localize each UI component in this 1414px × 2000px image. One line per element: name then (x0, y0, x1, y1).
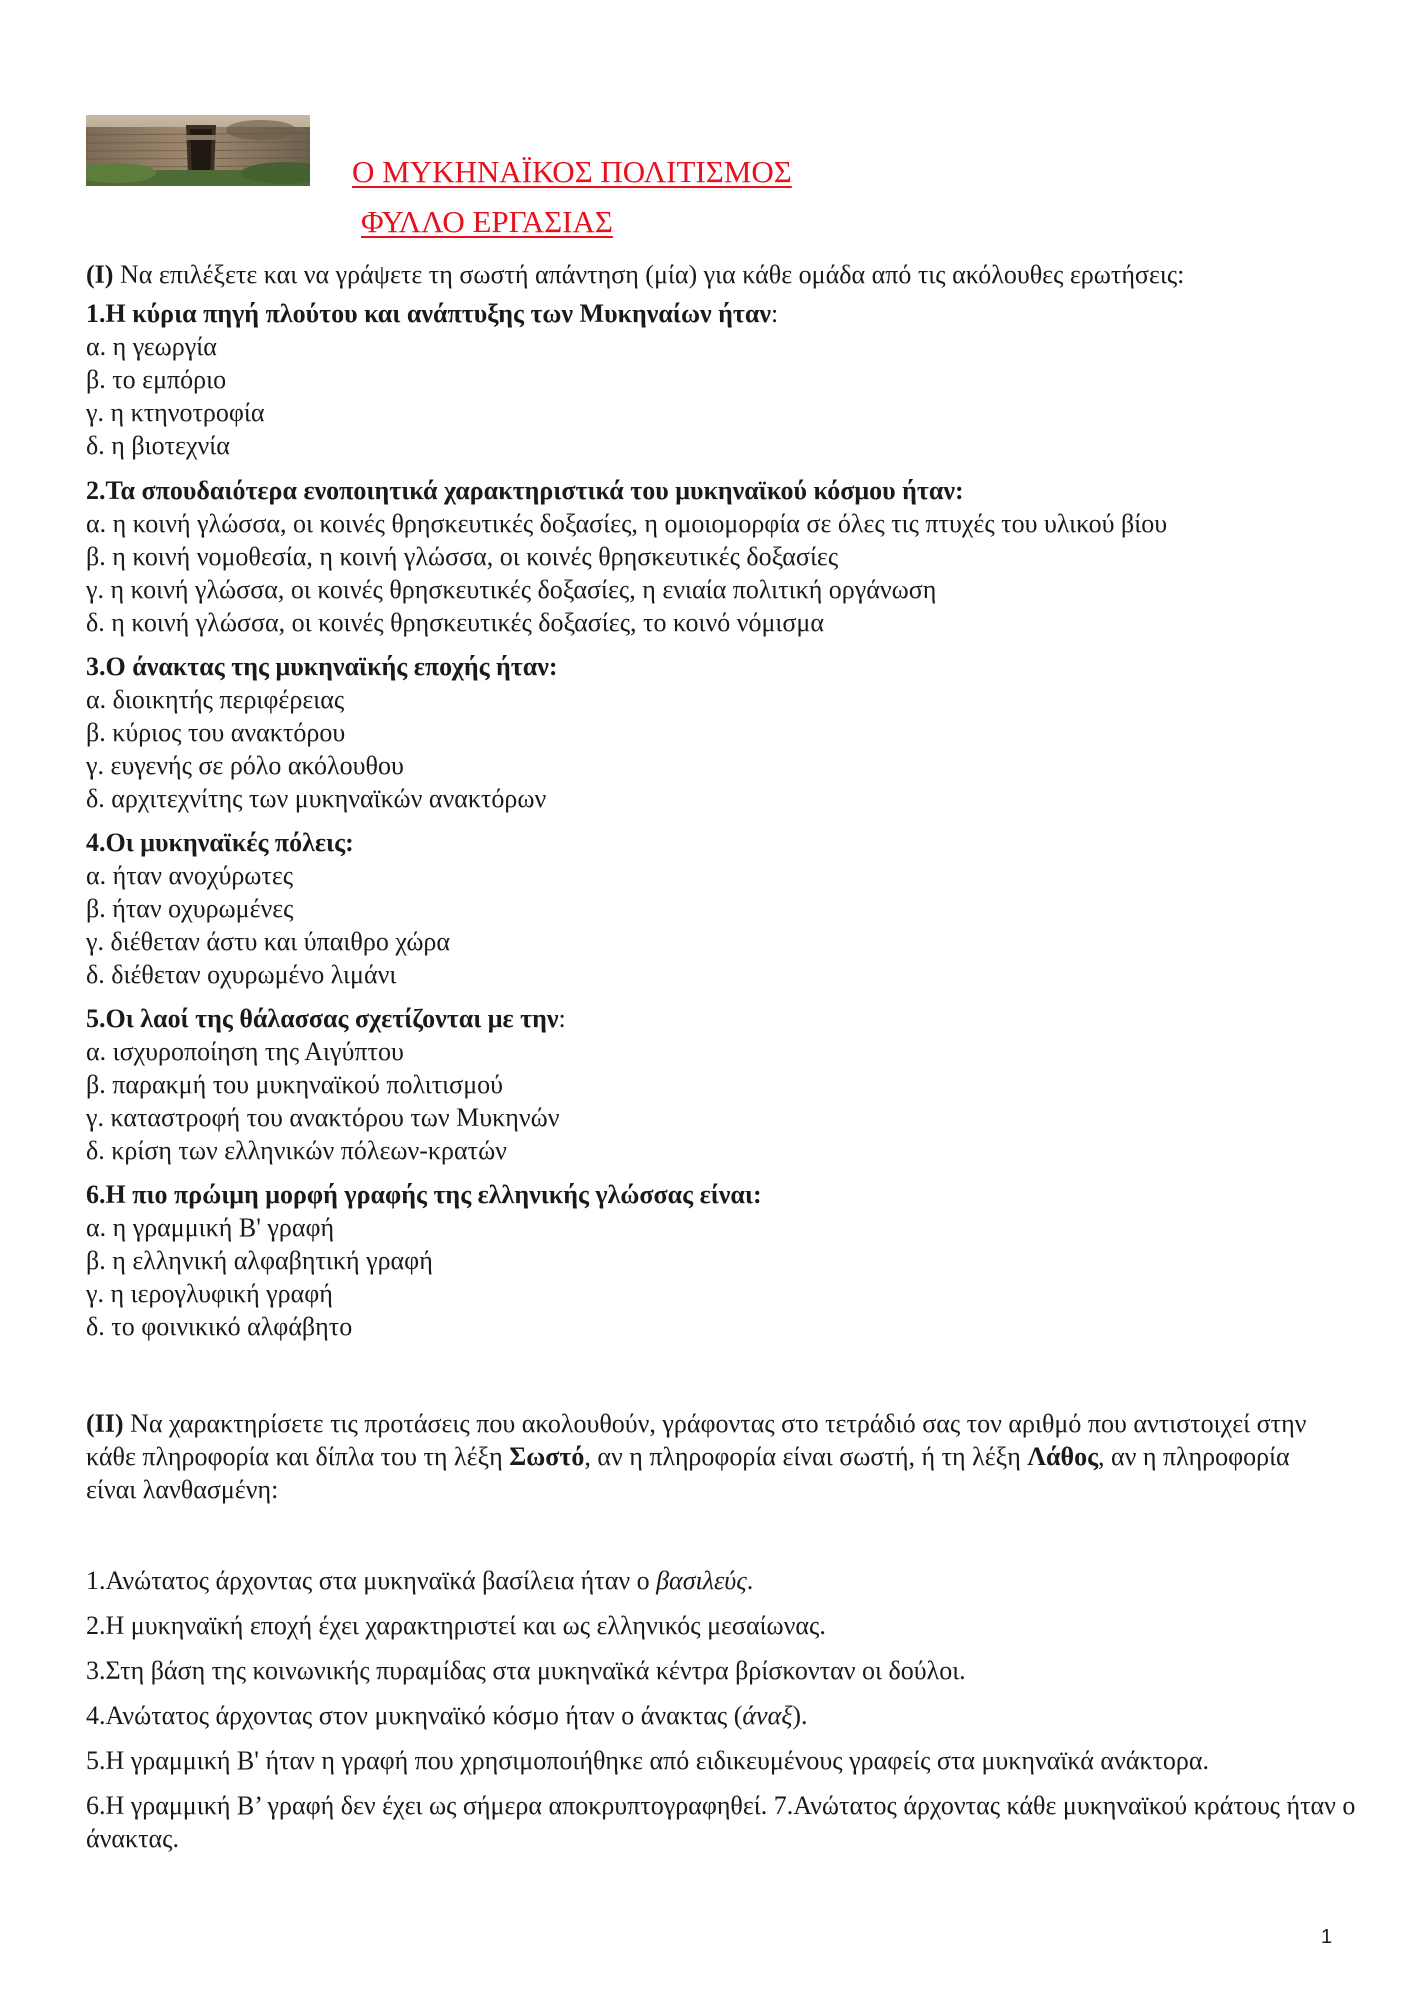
statement-6-7: 6.Η γραμμική Β’ γραφή δεν έχει ως σήμερα αποκρυπτογραφηθεί. 7.Ανώτατος άρχοντας κάθε μυκηναϊκού κράτους ήταν ο άνακτας. (86, 1791, 1356, 1853)
statement-2: 2.Η μυκηναϊκή εποχή έχει χαρακτηριστεί και ως ελληνικός μεσαίωνας. (86, 1611, 826, 1640)
question-4-option-a: α. ήταν ανοχύρωτες (86, 861, 294, 890)
question-2 (86, 474, 1356, 639)
statement-5: 5.Η γραμμική Β' ήταν η γραφή που χρησιμοποιήθηκε από ειδικευμένους γραφείς στα μυκηναϊκά ανάκτορα. (86, 1746, 1210, 1775)
question-6-prompt: 6.Η πιο πρώιμη μορφή γραφής της ελληνικής γλώσσας είναι: (86, 1180, 762, 1209)
question-2-option-c: γ. η κοινή γλώσσα, οι κοινές θρησκευτικές δοξασίες, η ενιαία πολιτική οργάνωση (86, 575, 937, 604)
question-1-option-d: δ. η βιοτεχνία (86, 431, 230, 460)
section-1-instruction-text: Να επιλέξετε και να γράψετε τη σωστή απάντηση (μία) για κάθε ομάδα από τις ακόλουθες ερωτήσεις: (119, 260, 1185, 289)
statement-4-end: ). (792, 1701, 808, 1730)
statement-4-text: 4.Ανώτατος άρχοντας στον μυκηναϊκό κόσμο ήταν ο άνακτας ( (86, 1701, 743, 1730)
question-4-option-b: β. ήταν οχυρωμένες (86, 894, 294, 923)
question-5-text (86, 1002, 1356, 1035)
question-2-option-b: β. η κοινή νομοθεσία, η κοινή γλώσσα, οι κοινές θρησκευτικές δοξασίες (86, 542, 839, 571)
section-1-marker: (Ι) (86, 260, 114, 289)
question-1-prompt: 1.Η κύρια πηγή πλούτου και ανάπτυξης των Μυκηναίων ήταν (86, 299, 771, 328)
question-6-option-a: α. η γραμμική Β' γραφή (86, 1213, 335, 1242)
question-2-prompt: 2.Τα σπουδαιότερα ενοποιητικά χαρακτηριστικά του μυκηναϊκού κόσμου ήταν: (86, 476, 964, 505)
question-3-option-c: γ. ευγενής σε ρόλο ακόλουθου (86, 751, 404, 780)
question-4-option-d: δ. διέθεταν οχυρωμένο λιμάνι (86, 960, 397, 989)
question-4-text (86, 826, 1356, 859)
statement-1-text: 1.Ανώτατος άρχοντας στα μυκηναϊκά βασίλεια ήταν ο (86, 1566, 657, 1595)
section-1-instruction (86, 258, 1346, 291)
question-5-colon: : (558, 1004, 566, 1033)
question-3-option-a: α. διοικητής περιφέρειας (86, 685, 345, 714)
statement-3: 3.Στη βάση της κοινωνικής πυραμίδας στα μυκηναϊκά κέντρα βρίσκονταν οι δούλοι. (86, 1656, 966, 1685)
section-2-instruction-part-2: , αν η πληροφορία είναι σωστή, ή τη λέξη (584, 1442, 1021, 1471)
document-subtitle: ΦΥΛΛΟ ΕΡΓΑΣΙΑΣ (361, 204, 613, 239)
question-5 (86, 1002, 1356, 1167)
question-1-colon: : (770, 299, 779, 328)
statement-1-end: . (746, 1566, 754, 1595)
section-2-instruction (86, 1407, 1346, 1506)
question-3-option-b: β. κύριος του ανακτόρου (86, 718, 346, 747)
statement-1-italic: βασιλεύς (656, 1566, 747, 1595)
question-4 (86, 826, 1356, 991)
word-correct: Σωστό (509, 1442, 585, 1471)
question-6-text (86, 1178, 1356, 1211)
question-6-option-d: δ. το φοινικικό αλφάβητο (86, 1312, 353, 1341)
statement-4-italic: άναξ (742, 1701, 793, 1730)
question-5-option-b: β. παρακμή του μυκηναϊκού πολιτισμού (86, 1070, 504, 1099)
section-2-instruction-part-3: , αν η πληροφορία είναι λανθασμένη: (86, 1442, 1290, 1504)
question-5-option-a: α. ισχυροποίηση της Αιγύπτου (86, 1037, 404, 1066)
question-6-option-b: β. η ελληνική αλφαβητική γραφή (86, 1246, 433, 1275)
question-6-option-c: γ. η ιερογλυφική γραφή (86, 1279, 333, 1308)
question-1 (86, 297, 1356, 462)
question-3-text (86, 650, 1356, 683)
question-5-option-c: γ. καταστροφή του ανακτόρου των Μυκηνών (86, 1103, 560, 1132)
document-title: Ο ΜΥΚΗΝΑΪΚΟΣ ΠΟΛΙΤΙΣΜΟΣ (352, 154, 792, 189)
question-1-option-c: γ. η κτηνοτροφία (86, 398, 265, 427)
question-1-option-a: α. η γεωργία (86, 332, 217, 361)
question-1-option-b: β. το εμπόριο (86, 365, 227, 394)
statement-1 (86, 1564, 1356, 1597)
question-2-option-a: α. η κοινή γλώσσα, οι κοινές θρησκευτικές δοξασίες, η ομοιομορφία σε όλες τις πτυχές του υλικού βίου (86, 509, 1168, 538)
word-wrong: Λάθος (1027, 1442, 1099, 1471)
question-3-prompt: 3.Ο άνακτας της μυκηναϊκής εποχής ήταν: (86, 652, 558, 681)
header-photo-image (86, 115, 310, 186)
question-5-option-d: δ. κρίση των ελληνικών πόλεων-κρατών (86, 1136, 507, 1165)
question-5-prompt: 5.Οι λαοί της θάλασσας σχετίζονται με την (86, 1004, 559, 1033)
section-2-marker: (ΙΙ) (86, 1409, 124, 1438)
question-4-prompt: 4.Οι μυκηναϊκές πόλεις: (86, 828, 354, 857)
question-2-option-d: δ. η κοινή γλώσσα, οι κοινές θρησκευτικές δοξασίες, το κοινό νόμισμα (86, 608, 824, 637)
page-number: 1 (1321, 1926, 1333, 1948)
header-photo-treasury-of-atreus (86, 115, 310, 186)
question-1-text (86, 297, 1356, 330)
question-4-option-c: γ. διέθεταν άστυ και ύπαιθρο χώρα (86, 927, 451, 956)
question-3-option-d: δ. αρχιτεχνίτης των μυκηναϊκών ανακτόρων (86, 784, 547, 813)
section-2-instruction-part-1: Να χαρακτηρίσετε τις προτάσεις που ακολουθούν, γράφοντας στο τετράδιό σας τον αριθμό που αντιστοιχεί στην κάθε πληροφορία και δίπλα του τη λέξη (86, 1409, 1307, 1471)
statement-4 (86, 1699, 1356, 1732)
question-2-text (86, 474, 1356, 507)
question-6 (86, 1178, 1356, 1343)
question-3 (86, 650, 1356, 815)
